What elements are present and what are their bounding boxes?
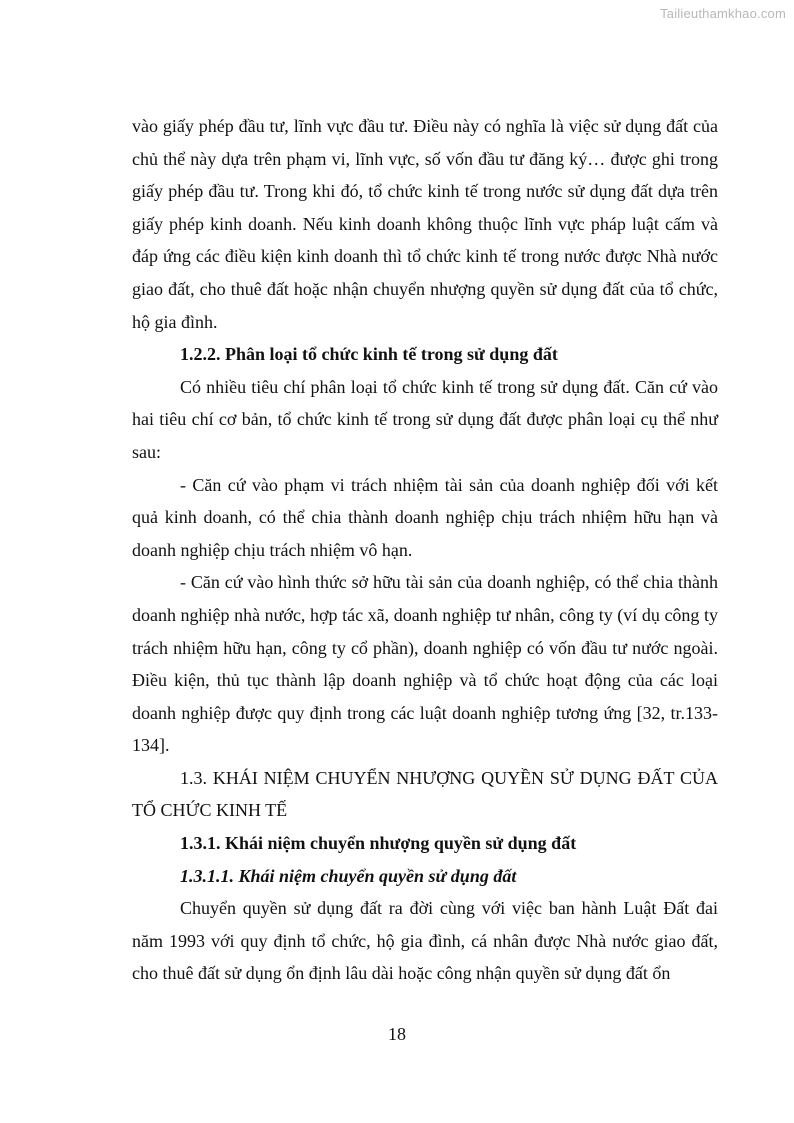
paragraph-transfer-concept: Chuyển quyền sử dụng đất ra đời cùng với việc ban hành Luật Đất đai năm 1993 với quy định tổ chức, hộ gia đình, cá nhân được Nhà nước giao đất, cho thuê đất sử dụng ổn định lâu dài hoặc công nhận quyền sử dụng đất ổn — [132, 898, 718, 984]
section-heading-1-3: 1.3. KHÁI NIỆM CHUYỂN NHƯỢNG QUYỀN SỬ DỤNG ĐẤT CỦA TỔ CHỨC KINH TẾ — [132, 767, 718, 821]
section-heading-1-2-2: 1.2.2. Phân loại tổ chức kinh tế trong sử dụng đất — [180, 344, 558, 365]
paragraph-continuation: vào giấy phép đầu tư, lĩnh vực đầu tư. Điều này có nghĩa là việc sử dụng đất của chủ thể này dựa trên phạm vi, lĩnh vực, số vốn đầu tư đăng ký… được ghi trong giấy phép đầu tư. Trong khi đó, tổ chức kinh tế trong nước sử dụng đất dựa trên giấy phép kinh doanh. Nếu kinh doanh không thuộc lĩnh vực pháp luật cấm và đáp ứng các điều kiện kinh doanh thì tổ chức kinh tế trong nước được Nhà nước giao đất, cho thuê đất hoặc nhận chuyển nhượng quyền sử dụng đất của tổ chức, hộ gia đình. — [132, 116, 718, 332]
watermark-text: Tailieuthamkhao.com — [660, 6, 786, 21]
paragraph-criterion-liability: - Căn cứ vào phạm vi trách nhiệm tài sản của doanh nghiệp đối với kết quả kinh doanh, có thể chia thành doanh nghiệp chịu trách nhiệm hữu hạn và doanh nghiệp chịu trách nhiệm vô hạn. — [132, 474, 718, 560]
page-number: 18 — [388, 1024, 406, 1044]
document-body — [132, 110, 718, 990]
paragraph-classification-intro: Có nhiều tiêu chí phân loại tổ chức kinh tế trong sử dụng đất. Căn cứ vào hai tiêu chí cơ bản, tổ chức kinh tế trong sử dụng đất được phân loại cụ thể như sau: — [132, 376, 718, 462]
paragraph-criterion-ownership: - Căn cứ vào hình thức sở hữu tài sản của doanh nghiệp, có thể chia thành doanh nghiệp nhà nước, hợp tác xã, doanh nghiệp tư nhân, công ty (ví dụ công ty trách nhiệm hữu hạn, công ty cổ phần), doanh nghiệp có vốn đầu tư nước ngoài. Điều kiện, thủ tục thành lập doanh nghiệp và tổ chức hoạt động của các loại doanh nghiệp được quy định trong các luật doanh nghiệp tương ứng [32, tr.133-134]. — [132, 572, 718, 756]
section-heading-1-3-1: 1.3.1. Khái niệm chuyển nhượng quyền sử dụng đất — [180, 833, 577, 854]
section-heading-1-3-1-1: 1.3.1.1. Khái niệm chuyển quyền sử dụng đất — [180, 865, 517, 886]
